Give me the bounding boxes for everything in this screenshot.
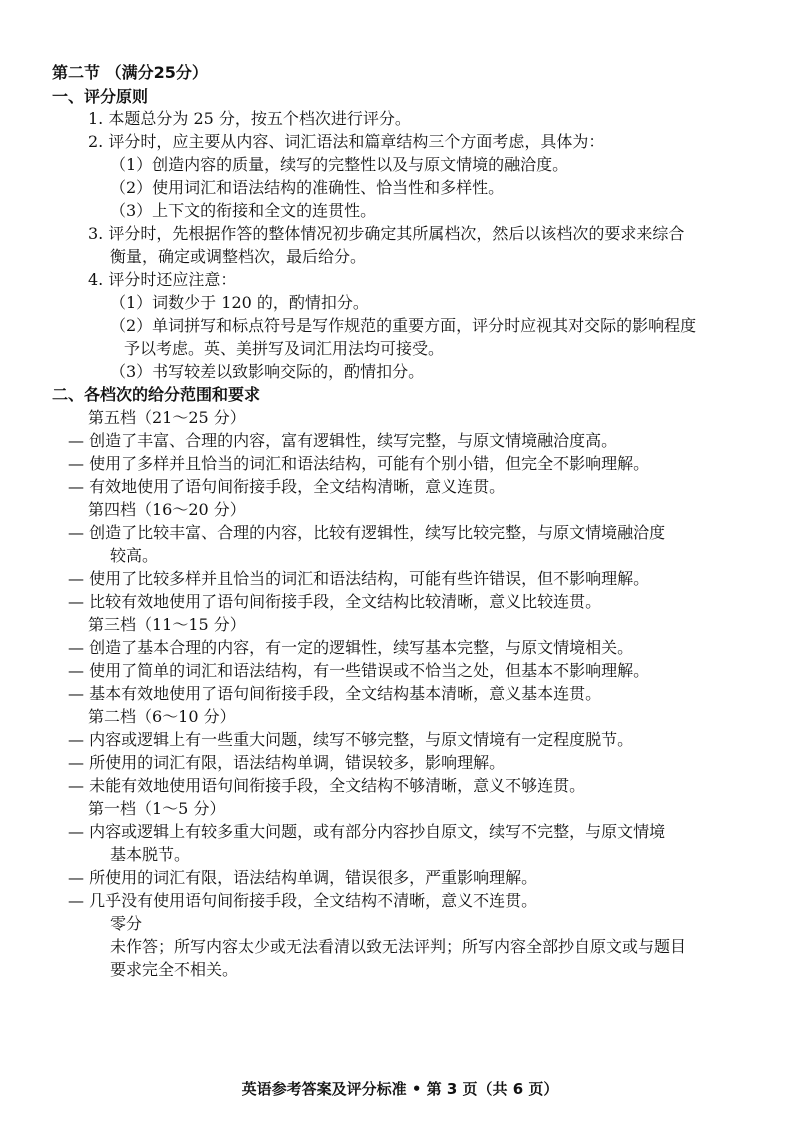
grade-4-line-continued: 较高。 [110,546,159,565]
grade-1-line-continued: 基本脱节。 [110,845,191,864]
grade-5-title: 第五档（21～25 分） [88,408,246,427]
grade-1-line: — 几乎没有使用语句间衔接手段，全文结构不清晰，意义不连贯。 [68,891,538,910]
grade-zero-line-continued: 要求完全不相关。 [110,960,239,979]
grade-zero-title: 零分 [110,914,143,933]
grade-5-line: — 有效地使用了语句间衔接手段，全文结构清晰，意义连贯。 [68,477,506,496]
grade-2-title: 第二档（6～10 分） [88,707,236,726]
rule-subitem-continued: 予以考虑。英、美拼写及词汇用法均可接受。 [124,339,445,358]
rule-subitem: （1）词数少于 120 的，酌情扣分。 [110,293,369,312]
rule-subitem: （2）使用词汇和语法结构的准确性、恰当性和多样性。 [110,178,505,197]
grade-4-line: — 使用了比较多样并且恰当的词汇和语法结构，可能有些许错误，但不影响理解。 [68,569,650,588]
grade-4-line: — 比较有效地使用了语句间衔接手段，全文结构比较清晰，意义比较连贯。 [68,592,602,611]
grade-1-line: — 所使用的词汇有限，语法结构单调，错误很多，严重影响理解。 [68,868,538,887]
grade-5-line: — 使用了多样并且恰当的词汇和语法结构，可能有个别小错，但完全不影响理解。 [68,454,650,473]
grade-3-line: — 使用了简单的词汇和语法结构，有一些错误或不恰当之处，但基本不影响理解。 [68,661,650,680]
grade-2-line: — 未能有效地使用语句间衔接手段，全文结构不够清晰，意义不够连贯。 [68,776,586,795]
rule-item-continued: 衡量，确定或调整档次，最后给分。 [110,247,367,266]
rule-item: 2. 评分时，应主要从内容、词汇语法和篇章结构三个方面考虑，具体为： [88,132,605,151]
grade-1-title: 第一档（1～5 分） [88,799,226,818]
grade-3-line: — 创造了基本合理的内容，有一定的逻辑性，续写基本完整，与原文情境相关。 [68,638,634,657]
grade-5-line: — 创造了丰富、合理的内容，富有逻辑性，续写完整，与原文情境融洽度高。 [68,431,618,450]
rule-subitem: （1）创造内容的质量，续写的完整性以及与原文情境的融洽度。 [110,155,569,174]
part2-heading: 二、各档次的给分范围和要求 [52,385,261,404]
grade-3-title: 第三档（11～15 分） [88,615,246,634]
rule-subitem: （3）上下文的衔接和全文的连贯性。 [110,201,377,220]
rule-subitem: （2）单词拼写和标点符号是写作规范的重要方面，评分时应视其对交际的影响程度 [110,316,697,335]
page-footer: 英语参考答案及评分标准 • 第 3 页（共 6 页） [241,1080,559,1098]
part1-heading: 一、评分原则 [52,87,149,106]
rule-subitem: （3）书写较差以致影响交际的，酌情扣分。 [110,362,425,381]
rule-item: 1. 本题总分为 25 分，按五个档次进行评分。 [88,109,411,128]
grade-4-line: — 创造了比较丰富、合理的内容，比较有逻辑性，续写比较完整，与原文情境融洽度 [68,523,666,542]
rule-item: 4. 评分时还应注意： [88,270,237,289]
grade-3-line: — 基本有效地使用了语句间衔接手段，全文结构基本清晰，意义基本连贯。 [68,684,602,703]
grade-2-line: — 内容或逻辑上有一些重大问题，续写不够完整，与原文情境有一定程度脱节。 [68,730,634,749]
grade-zero-line: 未作答；所写内容太少或无法看清以致无法评判；所写内容全部抄自原文或与题目 [110,937,687,956]
grade-1-line: — 内容或逻辑上有较多重大问题，或有部分内容抄自原文，续写不完整，与原文情境 [68,822,666,841]
section-title: 第二节 （满分25分） [52,63,208,82]
grade-2-line: — 所使用的词汇有限，语法结构单调，错误较多，影响理解。 [68,753,506,772]
grade-4-title: 第四档（16～20 分） [88,500,246,519]
rule-item: 3. 评分时，先根据作答的整体情况初步确定其所属档次，然后以该档次的要求来综合 [88,224,685,243]
